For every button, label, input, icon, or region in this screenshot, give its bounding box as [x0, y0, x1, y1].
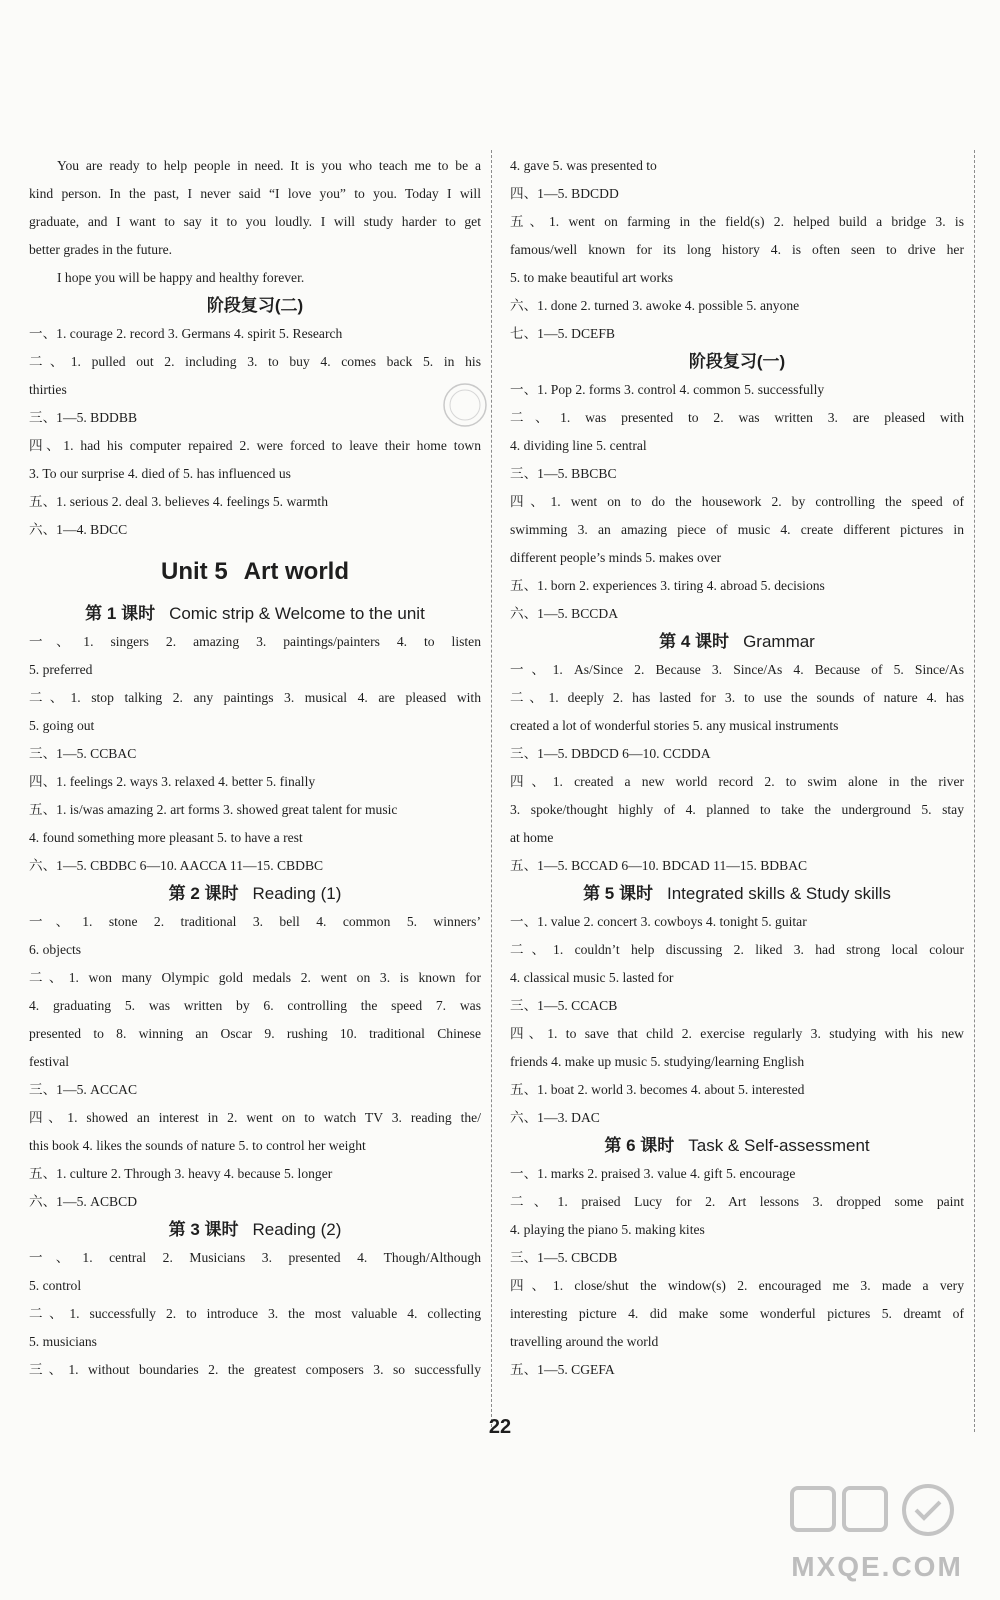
answer-line: 三、1—5. CCBAC [29, 746, 137, 761]
page-number: 22 [488, 1416, 512, 1438]
answer-line: 二、1. was presented to 2. was written 3. are pleased with [510, 410, 964, 425]
answer-line: 一、1. central 2. Musicians 3. presented 4. Though/Although [29, 1250, 481, 1265]
answer-line: 四、1—5. BDCDD [510, 186, 619, 201]
answer-line: 5. musicians [29, 1334, 97, 1349]
answer-line: 五、1. culture 2. Through 3. heavy 4. because 5. longer [29, 1166, 333, 1181]
lesson-3-heading: 第 3 课时 Reading (2) [168, 1220, 342, 1239]
answer-line: 五、1. born 2. experiences 3. tiring 4. abroad 5. decisions [510, 578, 825, 593]
answer-line: 三、1—5. ACCAC [29, 1082, 138, 1097]
answer-line: 六、1—5. CBDBC 6—10. AACCA 11—15. CBDBC [29, 858, 324, 873]
answer-line: 三、1—5. BBCBC [510, 466, 617, 481]
seal-stamp-icon [440, 380, 490, 430]
answer-line: 4. graduating 5. was written by 6. controlling the speed 7. was [29, 998, 481, 1013]
answer-line: 四、1. created a new world record 2. to swim alone in the river [510, 774, 964, 789]
answer-line: famous/well known for its long history 4. is often seen to drive her [510, 242, 964, 257]
answer-line: 一、1. marks 2. praised 3. value 4. gift 5. encourage [510, 1166, 796, 1181]
answer-line: 五、1—5. CGEFA [510, 1362, 615, 1377]
lesson-5-heading: 第 5 课时 Integrated skills & Study skills [583, 884, 891, 903]
answer-line: 5. to make beautiful art works [510, 270, 674, 285]
letter-line: better grades in the future. [29, 242, 173, 257]
answer-line: 四、1. had his computer repaired 2. were forced to leave their home town [29, 438, 481, 453]
answer-line: 三、1—5. DBDCD 6—10. CCDDA [510, 746, 711, 761]
answer-line: this book 4. likes the sounds of nature 5. to control her weight [29, 1138, 366, 1153]
answer-line: 六、1. done 2. turned 3. awoke 4. possible 5. anyone [510, 298, 800, 313]
answer-line: 五、1—5. BCCAD 6—10. BDCAD 11—15. BDBAC [510, 858, 808, 873]
review-1-heading: 阶段复习(一) [688, 352, 786, 371]
watermark-text: MXQE.COM [791, 1551, 963, 1582]
letter-line: You are ready to help people in need. It is you who teach me to be a [57, 158, 481, 173]
answer-line: 六、1—4. BDCC [29, 522, 128, 537]
answer-line: 五、1. serious 2. deal 3. believes 4. feelings 5. warmth [29, 494, 328, 509]
answer-line: festival [29, 1054, 70, 1069]
answer-line: 5. control [29, 1278, 82, 1293]
answer-line: 二、1. stop talking 2. any paintings 3. musical 4. are pleased with [29, 690, 481, 705]
answer-line: 四、1. close/shut the window(s) 2. encouraged me 3. made a very [510, 1278, 964, 1293]
answer-line: 二、1. deeply 2. has lasted for 3. to use the sounds of nature 4. has [510, 690, 964, 705]
answer-line: 三、1—5. CBCDB [510, 1250, 618, 1265]
answer-line: 二、1. praised Lucy for 2. Art lessons 3. dropped some paint [510, 1194, 964, 1209]
answer-line: 二、1. won many Olympic gold medals 2. went on 3. is known for [29, 970, 481, 985]
letter-line: graduate, and I want to say it to you loudly. I will study harder to get [29, 214, 481, 229]
answer-line: 二、1. pulled out 2. including 3. to buy 4. comes back 5. in his [29, 354, 481, 369]
lesson-1-heading: 第 1 课时 Comic strip & Welcome to the unit [85, 604, 425, 623]
answer-line: 六、1—3. DAC [510, 1110, 600, 1125]
answer-line: 4. found something more pleasant 5. to have a rest [29, 830, 303, 845]
watermark-logo [782, 1480, 972, 1590]
answer-line: at home [510, 830, 554, 845]
answer-line: 一、1. courage 2. record 3. Germans 4. spirit 5. Research [29, 326, 343, 341]
answer-line: 七、1—5. DCEFB [510, 326, 615, 341]
right-column [510, 152, 964, 1384]
review-2-heading: 阶段复习(二) [206, 296, 304, 315]
answer-line: 一、1. As/Since 2. Because 3. Since/As 4. Because of 5. Since/As [510, 662, 964, 677]
left-column [29, 152, 481, 1384]
answer-line: 二、1. couldn’t help discussing 2. liked 3. had strong local colour [510, 942, 964, 957]
answer-line: created a lot of wonderful stories 5. any musical instruments [510, 718, 839, 733]
answer-line: 4. dividing line 5. central [510, 438, 647, 453]
answer-line: swimming 3. an amazing piece of music 4. create different pictures in [510, 522, 964, 537]
answer-line: presented to 8. winning an Oscar 9. rushing 10. traditional Chinese [29, 1026, 481, 1041]
answer-line: 三、1—5. CCACB [510, 998, 618, 1013]
answer-line: friends 4. make up music 5. studying/learning English [510, 1054, 805, 1069]
answer-line: 一、1. singers 2. amazing 3. paintings/painters 4. to listen [29, 634, 481, 649]
answer-line: 四、1. went on to do the housework 2. by controlling the speed of [510, 494, 964, 509]
column-divider [491, 150, 492, 1432]
letter-line: I hope you will be happy and healthy forever. [57, 270, 305, 285]
answer-line: 四、1. feelings 2. ways 3. relaxed 4. better 5. finally [29, 774, 316, 789]
answer-line: 3. To our surprise 4. died of 5. has influenced us [29, 466, 291, 481]
lesson-6-heading: 第 6 课时 Task & Self-assessment [604, 1136, 870, 1155]
answer-line: 四、1. showed an interest in 2. went on to watch TV 3. reading the/ [29, 1110, 481, 1125]
answer-line: 3. spoke/thought highly of 4. planned to take the underground 5. stay [510, 802, 964, 817]
unit-title: Unit 5 Art world [161, 558, 349, 585]
answer-line: different people’s minds 5. makes over [510, 550, 722, 565]
answer-line: 5. going out [29, 718, 95, 733]
answer-line: 4. gave 5. was presented to [510, 158, 657, 173]
lesson-2-heading: 第 2 课时 Reading (1) [168, 884, 342, 903]
answer-line: 4. classical music 5. lasted for [510, 970, 674, 985]
answer-line: 三、1—5. BDDBB [29, 410, 138, 425]
answer-line: 二、1. successfully 2. to introduce 3. the most valuable 4. collecting [29, 1306, 481, 1321]
answer-line: 六、1—5. BCCDA [510, 606, 619, 621]
lesson-4-heading: 第 4 课时 Grammar [659, 632, 815, 651]
answer-line: 一、1. stone 2. traditional 3. bell 4. common 5. winners’ [29, 914, 481, 929]
answer-line: 5. preferred [29, 662, 93, 677]
answer-line: 三、1. without boundaries 2. the greatest composers 3. so successfully [29, 1362, 481, 1377]
answer-line: 四、1. to save that child 2. exercise regularly 3. studying with his new [510, 1026, 964, 1041]
page-edge-divider [974, 150, 975, 1432]
answer-line: 五、1. boat 2. world 3. becomes 4. about 5. interested [510, 1082, 805, 1097]
answer-line: thirties [29, 382, 67, 397]
answer-line: 五、1. went on farming in the field(s) 2. helped build a bridge 3. is [510, 214, 964, 229]
watermark-mark-icon [792, 1486, 952, 1534]
answer-line: 五、1. is/was amazing 2. art forms 3. showed great talent for music [29, 802, 398, 817]
answer-line: 4. playing the piano 5. making kites [510, 1222, 705, 1237]
answer-line: 一、1. value 2. concert 3. cowboys 4. tonight 5. guitar [510, 914, 807, 929]
answer-line: travelling around the world [510, 1334, 659, 1349]
answer-line: 6. objects [29, 942, 82, 957]
answer-line: 一、1. Pop 2. forms 3. control 4. common 5. successfully [510, 382, 825, 397]
answer-line: interesting picture 4. did make some wonderful pictures 5. dreamt of [510, 1306, 964, 1321]
answer-line: 六、1—5. ACBCD [29, 1194, 138, 1209]
letter-line: kind person. In the past, I never said “I love you” to you. Today I will [29, 186, 481, 201]
